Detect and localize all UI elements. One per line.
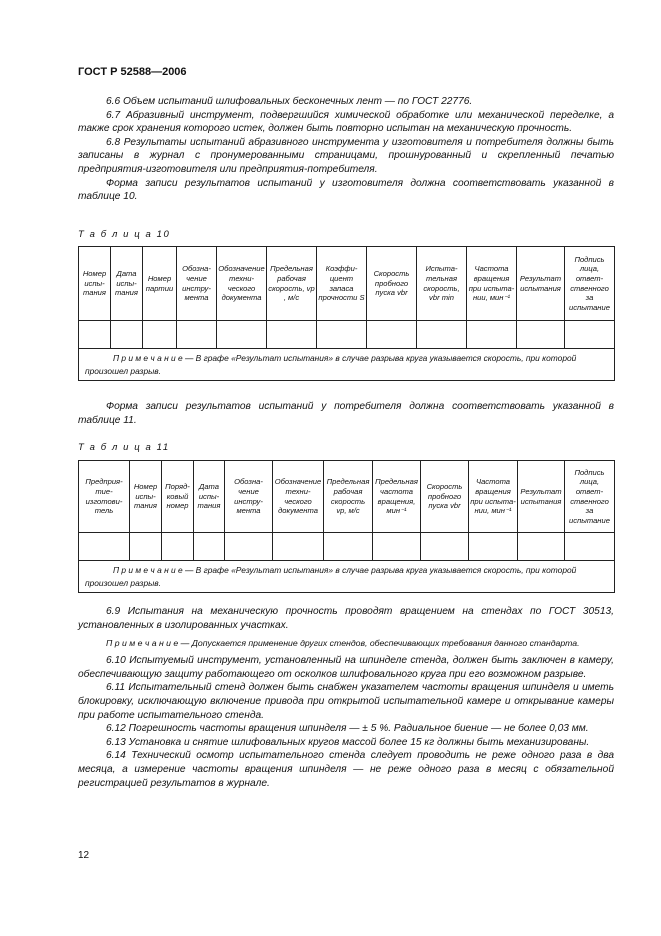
table-11 xyxy=(78,460,615,593)
table-10-caption: Т а б л и ц а 10 xyxy=(78,229,171,240)
table-11-empty-row xyxy=(79,533,615,561)
t11-col-test-date: Дата испытания xyxy=(194,461,225,533)
section-6-9-to-6-14 xyxy=(78,605,614,790)
table-11-note xyxy=(79,561,615,593)
table-11-caption-wrap xyxy=(78,441,614,455)
note-6-9 xyxy=(78,637,614,649)
table-cell xyxy=(565,321,615,349)
paragraph-6-7: 6.7 Абразивный инструмент, подвергшийся химической обработке или механической переделке, а также срок хранения которого истек, должен быть повторно испытан на механическую прочность. xyxy=(78,109,614,135)
t11-col-max-speed: Предельная рабочая скорость vр, м/с xyxy=(324,461,373,533)
t11-col-test-number: Номер испытания xyxy=(130,461,162,533)
t10-col-trial-speed: Скорость пробного пуска vbr xyxy=(367,247,417,321)
table-10 xyxy=(78,246,615,381)
t11-col-signature: Подпись лица, ответственного за испытание xyxy=(565,461,615,533)
t10-col-test-date: Дата испытания xyxy=(111,247,143,321)
page-number: 12 xyxy=(78,850,90,861)
table-10-empty-row xyxy=(79,321,615,349)
section-6-6-to-6-8 xyxy=(78,95,614,204)
table-cell xyxy=(373,533,421,561)
t11-col-manufacturer: Предприятие-изготовитель xyxy=(79,461,130,533)
table-10-caption-wrap xyxy=(78,228,614,242)
paragraph-6-9: 6.9 Испытания на механическую прочность проводят вращением на стендах по ГОСТ 30513, установленных в изолированных участках. xyxy=(78,606,614,631)
table-10-note xyxy=(79,349,615,381)
table-cell xyxy=(194,533,225,561)
t10-col-max-speed: Предельная рабочая скорость, vр , м/с xyxy=(267,247,317,321)
table-11-caption: Т а б л и ц а 11 xyxy=(78,442,170,453)
table-cell xyxy=(565,533,615,561)
paragraph-6-14: 6.14 Технический осмотр испытательного стенда следует проводить не реже одного раза в два месяца, а измерение частоты вращения шпинделя — не реже одного раза в месяц с обязательной регистрацией результатов в журнале. xyxy=(78,750,614,789)
t11-col-result: Результат испытания xyxy=(518,461,565,533)
table-cell xyxy=(143,321,177,349)
table-cell xyxy=(467,321,517,349)
table-10-note-text: — В графе «Результат испытания» в случае разрыва круга указывается скорость, при которой произошел разрыв. xyxy=(85,353,577,376)
t11-col-trial-speed: Скорость пробного пуска vbr xyxy=(421,461,469,533)
table-cell xyxy=(317,321,367,349)
table-cell xyxy=(417,321,467,349)
table-cell xyxy=(111,321,143,349)
t10-col-test-speed: Испытательная скорость, vbr min xyxy=(417,247,467,321)
table-11-ref-wrap xyxy=(78,400,614,427)
table-cell xyxy=(267,321,317,349)
table-cell xyxy=(421,533,469,561)
note-6-9-label: П р и м е ч а н и е xyxy=(106,638,179,649)
table-cell xyxy=(162,533,194,561)
table-cell xyxy=(273,533,324,561)
table-cell xyxy=(79,533,130,561)
paragraph-6-12: 6.12 Погрешность частоты вращения шпинделя — ± 5 %. Радиальное биение — не более 0,03 мм. xyxy=(106,723,589,735)
t10-col-test-number: Номер испытания xyxy=(79,247,111,321)
table-cell xyxy=(469,533,518,561)
t10-col-batch-number: Номер партии xyxy=(143,247,177,321)
table-11-note-text: — В графе «Результат испытания» в случае разрыва круга указывается скорость, при которой произошел разрыв. xyxy=(85,565,577,588)
t10-col-tech-document: Обозначение технического документа xyxy=(217,247,267,321)
table-cell xyxy=(79,321,111,349)
table-cell xyxy=(177,321,217,349)
t10-col-result: Результат испытания xyxy=(517,247,565,321)
table-cell xyxy=(225,533,273,561)
paragraph-6-10: 6.10 Испытуемый инструмент, установленный на шпинделе стенда, должен быть заключен в камеру, обеспечивающую защиту работающего от осколков шлифовального круга при его возможном разрыве. xyxy=(78,655,614,680)
document-header: ГОСТ Р 52588—2006 xyxy=(78,66,187,78)
t10-col-safety-factor: Коэффициент запаса прочности S xyxy=(317,247,367,321)
table-10-note-row xyxy=(79,349,615,381)
table-cell xyxy=(324,533,373,561)
t10-col-tool-designation: Обозначение инструмента xyxy=(177,247,217,321)
table-cell xyxy=(130,533,162,561)
t11-col-tool-designation: Обозначение инструмента xyxy=(225,461,273,533)
paragraph-6-11: 6.11 Испытательный стенд должен быть снабжен указателем частоты вращения шпинделя и иметь блокировку, исключающую включение привода при открытой испытательной камере и открывание камеры при работе испытательного стенда. xyxy=(78,682,614,721)
table-11-note-row xyxy=(79,561,615,593)
table-cell xyxy=(518,533,565,561)
t11-col-serial-number: Порядковый номер xyxy=(162,461,194,533)
paragraph-table10-ref: Форма записи результатов испытаний у изготовителя должна соответствовать указанной в таблице 10. xyxy=(78,177,614,203)
paragraph-6-6: 6.6 Объем испытаний шлифовальных бесконечных лент — по ГОСТ 22776. xyxy=(106,96,473,107)
table-cell xyxy=(217,321,267,349)
paragraph-table11-ref: Форма записи результатов испытаний у потребителя должна соответствовать указанной в таблице 11. xyxy=(78,401,614,426)
table-11-header-row xyxy=(79,461,615,533)
table-cell xyxy=(517,321,565,349)
t10-col-test-rpm: Частота вращения при испытании, мин⁻¹ xyxy=(467,247,517,321)
t11-col-tech-document: Обозначение технического документа xyxy=(273,461,324,533)
t10-col-signature: Подпись лица, ответственного за испытание xyxy=(565,247,615,321)
t11-col-test-rpm: Частота вращения при испытании, мин⁻¹ xyxy=(469,461,518,533)
note-6-9-text: — Допускается применение других стендов, обеспечивающих требования данного стандарта. xyxy=(178,638,580,649)
t11-col-max-rpm: Предельная частота вращения, мин⁻¹ xyxy=(373,461,421,533)
table-10-note-label: П р и м е ч а н и е xyxy=(113,353,183,363)
table-cell xyxy=(367,321,417,349)
table-10-header-row xyxy=(79,247,615,321)
paragraph-6-13: 6.13 Установка и снятие шлифовальных кругов массой более 15 кг должны быть механизированы. xyxy=(106,736,590,748)
table-11-note-label: П р и м е ч а н и е xyxy=(113,565,183,575)
paragraph-6-8: 6.8 Результаты испытаний абразивного инструмента у изготовителя и потребителя должны быть записаны в журнал с пронумерованными страницами, прошнурованный и скрепленный печатью предприятия-изготовителя или предприятия-потребителя. xyxy=(78,136,614,175)
